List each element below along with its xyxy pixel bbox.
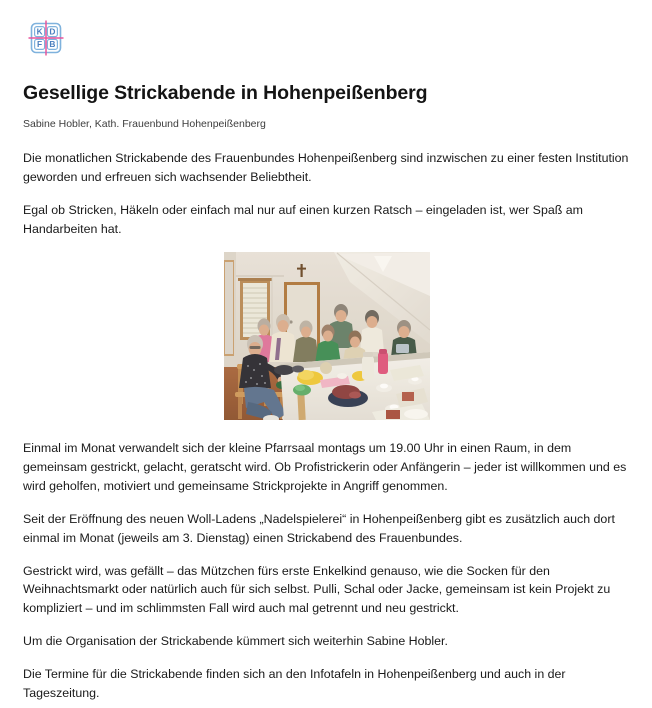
paragraph-intro-1: Die monatlichen Strickabende des Frauenbundes Hohenpeißenberg sind inzwischen zu einer festen Institution geworden und erfreuen sich wachsender Beliebtheit.	[23, 151, 629, 184]
knitting-group-photo-content	[224, 252, 430, 420]
paragraph-intro-2: Egal ob Stricken, Häkeln oder einfach mal nur auf einen kurzen Ratsch – eingeladen ist, wer Spaß am Handarbeiten hat.	[23, 202, 583, 236]
kdfb-logo-icon	[27, 19, 65, 57]
paragraph-body-4: Um die Organisation der Strickabende kümmert sich weiterhin Sabine Hobler.	[23, 634, 448, 649]
page-title: Gesellige Strickabende in Hohenpeißenberg	[23, 82, 428, 104]
article-figure	[23, 252, 633, 420]
paragraph-body-2: Seit der Eröffnung des neuen Woll-Ladens „Nadelspielerei“ in Hohenpeißenberg gibt es zusätzlich auch dort einmal im Monat (jeweils am 3. Dienstag) einen Strickabend des Frauenbundes.	[23, 511, 615, 545]
knitting-group-photo	[224, 252, 430, 420]
svg-text:B: B	[49, 39, 56, 50]
paragraph-body-1: Einmal im Monat verwandelt sich der kleine Pfarrsaal montags um 19.00 Uhr in einen Raum, in dem gemeinsam gestrickt, gelacht, geratscht wird. Ob Profistrickerin oder Anfängerin – jeder ist willkommen und es wird geholfen, motiviert und gemeinsame Strickprojekte in Angriff genommen.	[23, 441, 627, 494]
paragraph-body-5: Die Termine für die Strickabende finden sich an den Infotafeln in Hohenpeißenberg und auch in der Tageszeitung.	[23, 667, 566, 700]
article-body	[23, 82, 633, 703]
svg-text:K: K	[36, 26, 43, 37]
kdfb-logo	[27, 19, 65, 57]
paragraph-body-3: Gestrickt wird, was gefällt – das Mützchen fürs erste Enkelkind genauso, wie die Socken für den Weihnachtsmarkt oder natürlich auch für sich selbst. Pulli, Schal oder Jacke, gemeinsam ist kein Projekt zu kompliziert – und im schlimmsten Fall wird auch mal getrennt und neu gestrickt.	[23, 563, 611, 616]
article-byline: Sabine Hobler, Kath. Frauenbund Hohenpeißenberg	[23, 118, 266, 131]
svg-text:F: F	[37, 39, 43, 50]
svg-text:D: D	[49, 26, 56, 37]
